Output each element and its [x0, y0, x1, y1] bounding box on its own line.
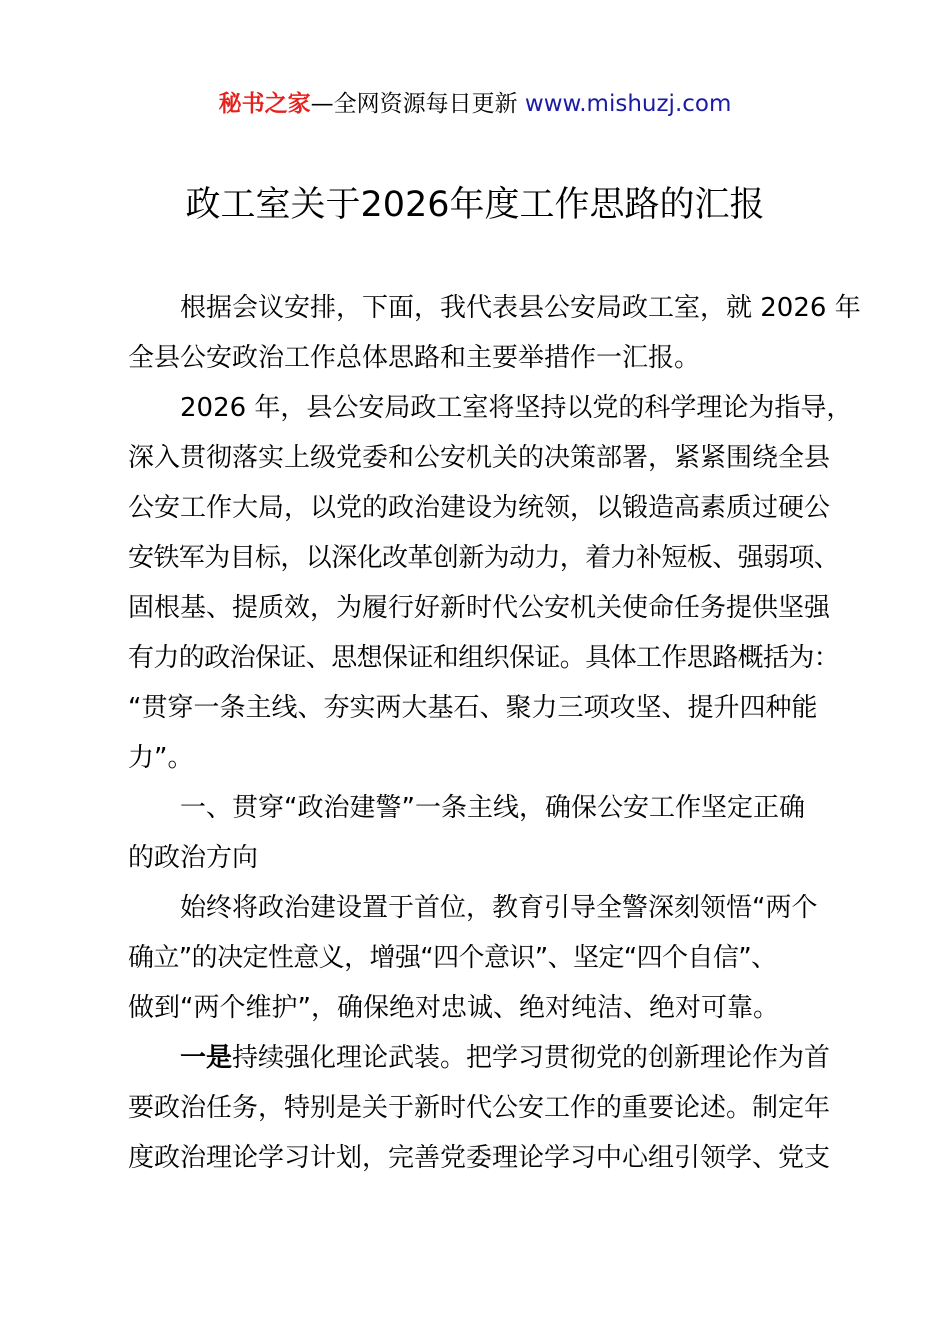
paragraph-4-line-1-text: 持续强化理论武装。把学习贯彻党的创新理论作为首 [232, 1043, 831, 1073]
paragraph-2-line-8: 力”。 [128, 743, 194, 773]
paragraph-3-line-1: 始终将政治建设置于首位，教育引导全警深刻领悟“两个 [180, 893, 818, 923]
paragraph-2-line-7: “贯穿一条主线、夯实两大基石、聚力三项攻坚、提升四种能 [128, 693, 818, 723]
paragraph-2-line-5: 固根基、提质效，为履行好新时代公安机关使命任务提供坚强 [128, 593, 831, 623]
paragraph-3-line-2: 确立”的决定性意义，增强“四个意识”、坚定“四个自信”、 [128, 943, 777, 973]
paragraph-2-line-1: 2026 年，县公安局政工室将坚持以党的科学理论为指导， [180, 393, 853, 423]
document-title: 政工室关于2026年度工作思路的汇报 [185, 185, 765, 225]
point-lead-label: 一是 [180, 1043, 233, 1073]
section-heading-1-line-2: 的政治方向 [128, 843, 259, 873]
header-tagline: —全网资源每日更新 [310, 91, 518, 117]
site-url-link[interactable]: www.mishuzj.com [524, 91, 732, 117]
paragraph-4-line-1 [128, 1033, 838, 1083]
paragraph-4-line-2: 要政治任务，特别是关于新时代公安工作的重要论述。制定年 [128, 1093, 831, 1123]
site-header [0, 86, 950, 122]
paragraph-3-line-3: 做到“两个维护”，确保绝对忠诚、绝对纯洁、绝对可靠。 [128, 993, 779, 1023]
paragraph-2-line-3: 公安工作大局，以党的政治建设为统领，以锻造高素质过硬公 [128, 493, 831, 523]
paragraph-2-line-2: 深入贯彻落实上级党委和公安机关的决策部署，紧紧围绕全县 [128, 443, 831, 473]
paragraph-1-line-2: 全县公安政治工作总体思路和主要举措作一汇报。 [128, 343, 701, 373]
document-body [128, 283, 861, 1183]
paragraph-2-line-4: 安铁军为目标，以深化改革创新为动力，着力补短板、强弱项、 [128, 543, 840, 573]
section-heading-1-line-1: 一、贯穿“政治建警”一条主线，确保公安工作坚定正确 [180, 793, 805, 823]
paragraph-4-line-3: 度政治理论学习计划，完善党委理论学习中心组引领学、党支 [128, 1143, 831, 1173]
brand-name: 秘书之家 [218, 91, 311, 117]
paragraph-1-line-1: 根据会议安排，下面，我代表县公安局政工室，就 2026 年 [180, 293, 861, 323]
paragraph-2-line-6: 有力的政治保证、思想保证和组织保证。具体工作思路概括为： [128, 643, 840, 673]
